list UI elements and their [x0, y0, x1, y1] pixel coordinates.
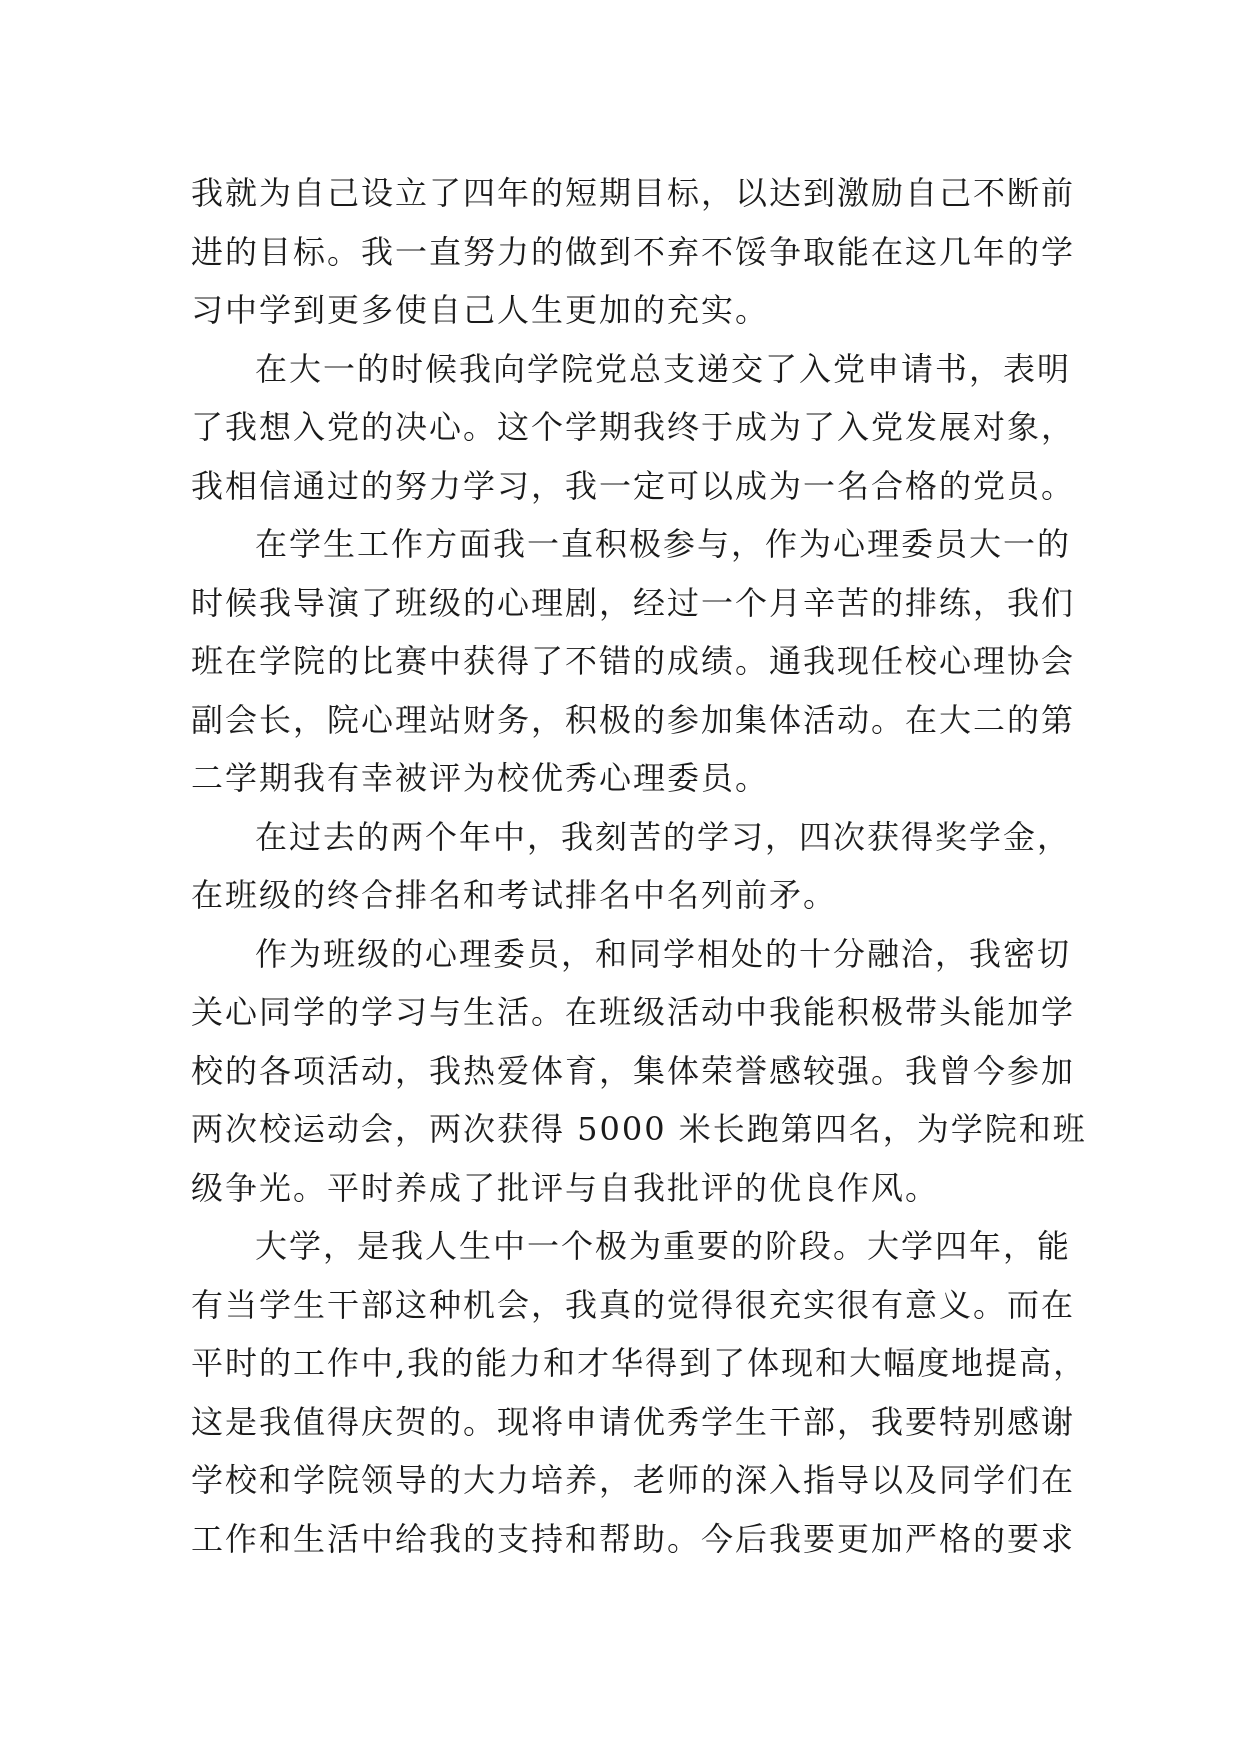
text-line: 在过去的两个年中，我刻苦的学习，四次获得奖学金，: [255, 817, 1072, 856]
text-line: 习中学到更多使自己人生更加的充实。: [191, 291, 770, 329]
text-line: 班在学院的比赛中获得了不错的成绩。通我现任校心理协会: [191, 642, 1076, 680]
text-line: 进的目标。我一直努力的做到不弃不馁争取能在这几年的学: [191, 232, 1076, 271]
text-line: 在班级的终合排名和考试排名中名列前矛。: [191, 876, 838, 914]
paragraph-1: [191, 164, 1076, 340]
text-line: 二学期我有幸被评为校优秀心理委员。: [191, 759, 770, 797]
document-body: [191, 164, 1088, 1568]
text-line: 大学，是我人生中一个极为重要的阶段。大学四年，能: [255, 1227, 1072, 1265]
text-line: 时候我导演了班级的心理剧，经过一个月辛苦的排练，我们: [191, 583, 1076, 622]
text-line: 在学生工作方面我一直积极参与，作为心理委员大一的: [255, 525, 1072, 563]
text-line: 在大一的时候我向学院党总支递交了入党申请书，表明: [255, 349, 1072, 388]
text-line: 关心同学的学习与生活。在班级活动中我能积极带头能加学: [191, 993, 1076, 1031]
text-line: 工作和生活中给我的支持和帮助。今后我要更加严格的要求: [191, 1519, 1076, 1558]
text-line: 副会长，院心理站财务，积极的参加集体活动。在大二的第: [191, 700, 1076, 739]
paragraph-5: [191, 925, 1087, 1218]
text-line: 我相信通过的努力学习，我一定可以成为一名合格的党员。: [191, 466, 1076, 505]
paragraph-3: [191, 515, 1076, 808]
text-line: 平时的工作中,我的能力和才华得到了体现和大幅度地提高，: [191, 1344, 1088, 1382]
text-line: 我就为自己设立了四年的短期目标，以达到激励自己不断前: [191, 174, 1076, 212]
text-line: 这是我值得庆贺的。现将申请优秀学生干部，我要特别感谢: [191, 1402, 1076, 1441]
text-line: 校的各项活动，我热爱体育，集体荣誉感较强。我曾今参加: [191, 1051, 1076, 1090]
paragraph-4: [191, 808, 1072, 925]
text-line: 作为班级的心理委员，和同学相处的十分融洽，我密切: [255, 934, 1072, 973]
text-line: 两次校运动会，两次获得 5000 米长跑第四名，为学院和班: [191, 1110, 1087, 1148]
paragraph-2: [191, 340, 1076, 516]
paragraph-6: [191, 1217, 1088, 1568]
text-line: 有当学生干部这种机会，我真的觉得很充实很有意义。而在: [191, 1285, 1076, 1324]
text-line: 学校和学院领导的大力培养，老师的深入指导以及同学们在: [191, 1461, 1076, 1499]
text-line: 了我想入党的决心。这个学期我终于成为了入党发展对象，: [191, 408, 1076, 446]
text-line: 级争光。平时养成了批评与自我批评的优良作风。: [191, 1168, 940, 1207]
